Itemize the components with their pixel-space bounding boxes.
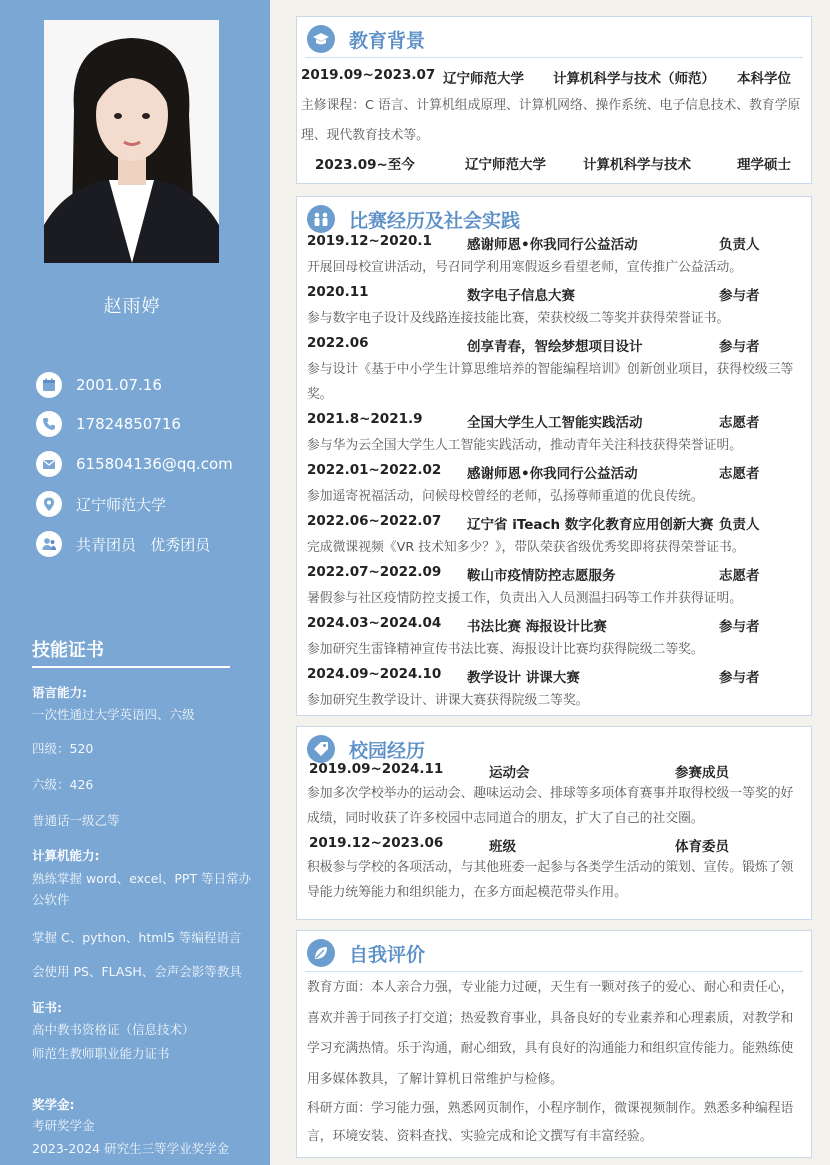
computer-heading: 计算机能力: bbox=[32, 848, 100, 863]
edu-date: 2023.09~至今 bbox=[315, 157, 415, 173]
entry-date: 2022.01~2022.02 bbox=[307, 462, 442, 478]
entry-name: 数字电子信息大赛 bbox=[467, 288, 575, 304]
language-item: 四级：520 bbox=[32, 741, 94, 756]
campus-header bbox=[307, 735, 425, 763]
entry-date: 2019.09~2024.11 bbox=[309, 761, 444, 777]
entry-description: 积极参与学校的各项活动，与其他班委一起参与各类学生活动的策划、宣传。锻炼了领导能力统筹能力和组织能力，在多方面起模范带头作用。 bbox=[307, 860, 794, 900]
sidebar bbox=[0, 0, 270, 1165]
evaluation-research: 科研方面：学习能力强，熟悉网页制作，小程序制作，微课视频制作。熟悉多种编程语言，环境安装、资料查找、实验完成和论文撰写有丰富经验。 bbox=[307, 1101, 794, 1144]
entry-role: 体育委员 bbox=[675, 839, 729, 855]
entry-description: 完成微课视频《VR 技术知多少？》，带队荣获省级优秀奖即将获得荣誉证书。 bbox=[307, 540, 745, 555]
skills-divider bbox=[32, 666, 230, 668]
calendar-icon bbox=[36, 372, 62, 398]
evaluation-education: 教育方面：本人亲合力强，专业能力过硬，天生有一颗对孩子的爱心、耐心和责任心，喜欢并善于同孩子打交道；热爱教育事业，具备良好的专业素养和心理素质，对教学和学习充满热情。乐于沟通，耐心细致，具有良好的沟通能力和组织宣传能力。能熟练使用多媒体教具，了解计算机日常维护与检修。 bbox=[307, 980, 794, 1087]
language-heading: 语言能力: bbox=[32, 685, 87, 700]
entry-date: 2024.09~2024.10 bbox=[307, 666, 442, 682]
scholarship-item: 2023-2024 研究生三等学业奖学金 bbox=[32, 1141, 230, 1156]
entry-date: 2019.12~2020.1 bbox=[307, 233, 432, 249]
entry-role: 志愿者 bbox=[719, 466, 760, 482]
language-item: 六级：426 bbox=[32, 777, 94, 792]
entry-description: 参与数字电子设计及线路连接技能比赛，荣获校级二等奖并获得荣誉证书。 bbox=[307, 311, 730, 326]
entry-name: 辽宁省 iTeach 数字化教育应用创新大赛 bbox=[467, 517, 714, 533]
entry-role: 参与者 bbox=[719, 670, 760, 686]
entry-description: 参加研究生教学设计、讲课大赛获得院级二等奖。 bbox=[307, 693, 589, 708]
entry-description: 参加遥寄祝福活动，问候母校曾经的老师，弘扬尊师重道的优良传统。 bbox=[307, 489, 704, 504]
entry-date: 2021.8~2021.9 bbox=[307, 411, 423, 427]
edu-school: 辽宁师范大学 bbox=[465, 157, 546, 173]
location-icon bbox=[36, 491, 62, 517]
email-address[interactable]: 615804136@qq.com bbox=[76, 455, 233, 473]
politics-status: 共青团员 优秀团员 bbox=[76, 535, 211, 554]
entry-description: 参与设计《基于中小学生计算思维培养的智能编程培训》创新创业项目，获得校级三等奖。 bbox=[307, 362, 794, 402]
entry-name: 班级 bbox=[489, 839, 516, 855]
entry-role: 参赛成员 bbox=[675, 765, 729, 781]
certificate-item: 高中教书资格证（信息技术） bbox=[32, 1022, 195, 1037]
computer-item: 熟练掌握 word、excel、PPT 等日常办公软件 bbox=[32, 871, 252, 907]
phone-number[interactable]: 17824850716 bbox=[76, 415, 181, 433]
birth-date: 2001.07.16 bbox=[76, 376, 162, 394]
entry-description: 参与华为云全国大学生人工智能实践活动，推动青年关注科技获得荣誉证明。 bbox=[307, 438, 743, 453]
certificate-heading: 证书: bbox=[32, 1000, 62, 1015]
edu-degree: 理学硕士 bbox=[737, 157, 791, 173]
edu-degree: 本科学位 bbox=[737, 71, 791, 87]
language-item: 一次性通过大学英语四、六级 bbox=[32, 707, 195, 722]
section-divider bbox=[305, 971, 803, 972]
education-courses: 主修课程：C 语言、计算机组成原理、计算机网络、操作系统、电子信息技术、教育学原理、现代教育技术等。 bbox=[301, 98, 801, 143]
entry-role: 参与者 bbox=[719, 619, 760, 635]
team-icon bbox=[307, 205, 335, 233]
entry-description: 开展回母校宣讲活动，号召同学利用寒假返乡看望老师，宣传推广公益活动。 bbox=[307, 260, 743, 275]
phone-row bbox=[36, 411, 266, 437]
entry-name: 全国大学生人工智能实践活动 bbox=[467, 415, 643, 431]
entry-role: 负责人 bbox=[719, 517, 760, 533]
entry-name: 教学设计 讲课大赛 bbox=[467, 670, 580, 686]
entry-date: 2022.07~2022.09 bbox=[307, 564, 442, 580]
entry-date: 2022.06 bbox=[307, 335, 369, 351]
entry-description: 参加多次学校举办的运动会、趣味运动会、排球等多项体育赛事并取得校级一等奖的好成绩，同时收获了许多校园中志同道合的朋友，扩大了自己的社交圈。 bbox=[307, 786, 794, 826]
entry-date: 2019.12~2023.06 bbox=[309, 835, 444, 851]
entry-description: 暑假参与社区疫情防控支援工作，负责出入人员测温扫码等工作并获得证明。 bbox=[307, 591, 743, 606]
school-row bbox=[36, 491, 266, 517]
campus-panel bbox=[296, 726, 812, 920]
entry-name: 感谢师恩•你我同行公益活动 bbox=[467, 237, 638, 253]
entry-name: 创享青春，智绘梦想项目设计 bbox=[467, 339, 643, 355]
entry-name: 感谢师恩•你我同行公益活动 bbox=[467, 466, 638, 482]
evaluation-header bbox=[307, 939, 425, 967]
entry-date: 2024.03~2024.04 bbox=[307, 615, 442, 631]
entry-date: 2022.06~2022.07 bbox=[307, 513, 442, 529]
edu-major: 计算机科学与技术 bbox=[583, 157, 691, 173]
tag-icon bbox=[307, 735, 335, 763]
scholarship-heading: 奖学金: bbox=[32, 1097, 75, 1112]
edu-major: 计算机科学与技术（师范） bbox=[553, 71, 715, 87]
leaf-icon bbox=[307, 939, 335, 967]
computer-item: 掌握 C、python、html5 等编程语言 bbox=[32, 930, 242, 945]
people-icon bbox=[36, 531, 62, 557]
edu-school: 辽宁师范大学 bbox=[443, 71, 524, 87]
edu-date: 2019.09~2023.07 bbox=[301, 67, 436, 83]
certificate-item: 师范生教师职业能力证书 bbox=[32, 1046, 170, 1061]
profile-photo bbox=[44, 20, 219, 263]
competition-header bbox=[307, 205, 520, 233]
graduation-icon bbox=[307, 25, 335, 53]
evaluation-title: 自我评价 bbox=[349, 943, 426, 966]
language-item: 普通话一级乙等 bbox=[32, 813, 120, 828]
computer-item: 会使用 PS、FLASH、会声会影等教具 bbox=[32, 964, 242, 979]
scholarship-item: 考研奖学金 bbox=[32, 1118, 95, 1133]
entry-role: 志愿者 bbox=[719, 568, 760, 584]
phone-icon bbox=[36, 411, 62, 437]
mail-icon bbox=[36, 451, 62, 477]
person-name: 赵雨婷 bbox=[103, 296, 161, 317]
entry-description: 参加研究生雷锋精神宣传书法比赛、海报设计比赛均获得院级二等奖。 bbox=[307, 642, 704, 657]
competition-title: 比赛经历及社会实践 bbox=[349, 209, 521, 232]
school-name: 辽宁师范大学 bbox=[76, 495, 167, 514]
email-row bbox=[36, 451, 266, 477]
birth-row bbox=[36, 372, 266, 398]
entry-role: 参与者 bbox=[719, 288, 760, 304]
politics-row bbox=[36, 531, 266, 557]
education-panel bbox=[296, 16, 812, 184]
entry-role: 负责人 bbox=[719, 237, 760, 253]
entry-role: 参与者 bbox=[719, 339, 760, 355]
entry-role: 志愿者 bbox=[719, 415, 760, 431]
entry-date: 2020.11 bbox=[307, 284, 369, 300]
campus-title: 校园经历 bbox=[349, 739, 426, 762]
evaluation-panel bbox=[296, 930, 812, 1158]
entry-name: 运动会 bbox=[489, 765, 530, 781]
competition-panel bbox=[296, 196, 812, 716]
section-divider bbox=[305, 57, 803, 58]
education-header bbox=[307, 25, 425, 53]
entry-name: 书法比赛 海报设计比赛 bbox=[467, 619, 607, 635]
education-title: 教育背景 bbox=[349, 29, 426, 52]
skills-title: 技能证书 bbox=[32, 640, 104, 661]
entry-name: 鞍山市疫情防控志愿服务 bbox=[467, 568, 616, 584]
